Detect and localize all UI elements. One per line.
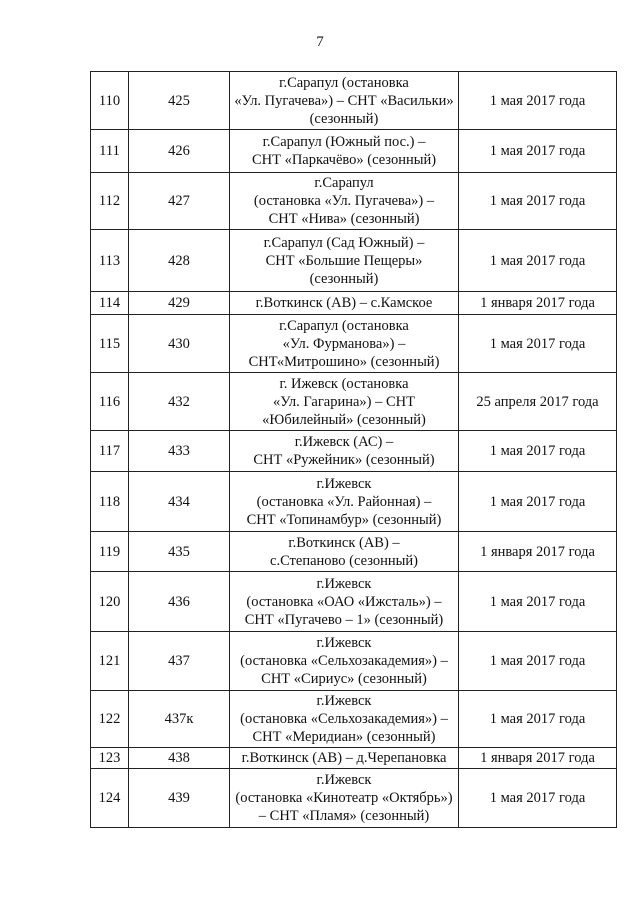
route-number: 435 xyxy=(129,532,230,572)
routes-table xyxy=(90,71,617,828)
route-number: 434 xyxy=(129,472,230,532)
route-number: 428 xyxy=(129,230,230,292)
row-number: 118 xyxy=(91,472,129,532)
row-number: 110 xyxy=(91,72,129,130)
start-date: 1 мая 2017 года xyxy=(459,472,617,532)
start-date: 25 апреля 2017 года xyxy=(459,373,617,431)
table-row xyxy=(91,532,617,572)
route-name: г.Ижевск (остановка «ОАО «Ижсталь») – СНТ «Пугачево – 1» (сезонный) xyxy=(230,572,459,632)
route-name: г.Воткинск (АВ) – д.Черепановка xyxy=(230,748,459,769)
route-number: 430 xyxy=(129,315,230,373)
start-date: 1 мая 2017 года xyxy=(459,431,617,472)
page-number: 7 xyxy=(316,34,324,50)
row-number: 117 xyxy=(91,431,129,472)
row-number: 121 xyxy=(91,632,129,691)
start-date: 1 мая 2017 года xyxy=(459,691,617,748)
table-row xyxy=(91,632,617,691)
route-name: г. Ижевск (остановка «Ул. Гагарина») – СНТ «Юбилейный» (сезонный) xyxy=(230,373,459,431)
route-number: 437 xyxy=(129,632,230,691)
row-number: 116 xyxy=(91,373,129,431)
row-number: 115 xyxy=(91,315,129,373)
table-row xyxy=(91,315,617,373)
route-number: 433 xyxy=(129,431,230,472)
row-number: 114 xyxy=(91,292,129,315)
start-date: 1 января 2017 года xyxy=(459,292,617,315)
row-number: 119 xyxy=(91,532,129,572)
table-row xyxy=(91,748,617,769)
table-row xyxy=(91,373,617,431)
route-name: г.Сарапул (остановка «Ул. Пугачева») – СНТ «Нива» (сезонный) xyxy=(230,173,459,230)
table-row xyxy=(91,691,617,748)
table-row xyxy=(91,472,617,532)
row-number: 120 xyxy=(91,572,129,632)
route-name: г.Воткинск (АВ) – с.Степаново (сезонный) xyxy=(230,532,459,572)
route-name: г.Ижевск (остановка «Ул. Районная) – СНТ «Топинамбур» (сезонный) xyxy=(230,472,459,532)
table-row xyxy=(91,769,617,828)
start-date: 1 мая 2017 года xyxy=(459,230,617,292)
start-date: 1 января 2017 года xyxy=(459,532,617,572)
table-row xyxy=(91,72,617,130)
route-name: г.Ижевск (остановка «Сельхозакадемия») – СНТ «Меридиан» (сезонный) xyxy=(230,691,459,748)
table-row xyxy=(91,230,617,292)
row-number: 122 xyxy=(91,691,129,748)
table-row xyxy=(91,292,617,315)
route-name: г.Ижевск (остановка «Кинотеатр «Октябрь») – СНТ «Пламя» (сезонный) xyxy=(230,769,459,828)
route-number: 426 xyxy=(129,130,230,173)
start-date: 1 мая 2017 года xyxy=(459,315,617,373)
route-name: г.Сарапул (остановка «Ул. Фурманова») – СНТ«Митрошино» (сезонный) xyxy=(230,315,459,373)
table-row xyxy=(91,572,617,632)
route-name: г.Воткинск (АВ) – с.Камское xyxy=(230,292,459,315)
start-date: 1 мая 2017 года xyxy=(459,769,617,828)
route-name: г.Сарапул (Южный пос.) – СНТ «Паркачёво» (сезонный) xyxy=(230,130,459,173)
start-date: 1 мая 2017 года xyxy=(459,632,617,691)
route-number: 432 xyxy=(129,373,230,431)
route-number: 425 xyxy=(129,72,230,130)
row-number: 123 xyxy=(91,748,129,769)
route-name: г.Ижевск (АС) – СНТ «Ружейник» (сезонный) xyxy=(230,431,459,472)
route-number: 438 xyxy=(129,748,230,769)
route-name: г.Ижевск (остановка «Сельхозакадемия») – СНТ «Сириус» (сезонный) xyxy=(230,632,459,691)
table-row xyxy=(91,130,617,173)
start-date: 1 мая 2017 года xyxy=(459,72,617,130)
route-name: г.Сарапул (Сад Южный) – СНТ «Большие Пещеры» (сезонный) xyxy=(230,230,459,292)
route-number: 429 xyxy=(129,292,230,315)
start-date: 1 января 2017 года xyxy=(459,748,617,769)
route-name: г.Сарапул (остановка «Ул. Пугачева») – СНТ «Васильки» (сезонный) xyxy=(230,72,459,130)
row-number: 112 xyxy=(91,173,129,230)
table-row xyxy=(91,431,617,472)
route-number: 439 xyxy=(129,769,230,828)
start-date: 1 мая 2017 года xyxy=(459,173,617,230)
row-number: 124 xyxy=(91,769,129,828)
route-number: 427 xyxy=(129,173,230,230)
start-date: 1 мая 2017 года xyxy=(459,572,617,632)
table-row xyxy=(91,173,617,230)
row-number: 113 xyxy=(91,230,129,292)
route-number: 437к xyxy=(129,691,230,748)
start-date: 1 мая 2017 года xyxy=(459,130,617,173)
row-number: 111 xyxy=(91,130,129,173)
route-number: 436 xyxy=(129,572,230,632)
